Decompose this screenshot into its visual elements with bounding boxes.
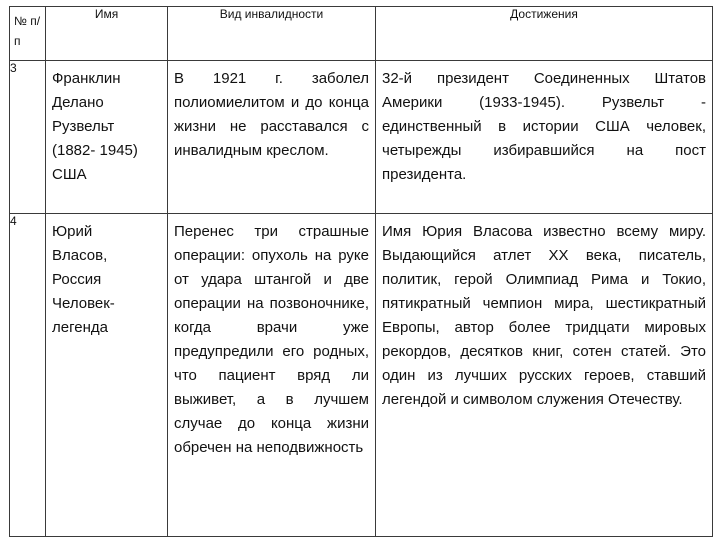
header-number: № п/п bbox=[10, 7, 46, 61]
achievements-cell bbox=[376, 61, 713, 214]
disability-text: Перенес три страшные операции: опухоль на руке от удара штангой и две операции на позвоночнике, когда врачи уже предупредили его родных, что пациент вряд ли выживет, а в лучшем случае до конца жизни обречен на неподвижность bbox=[174, 223, 369, 456]
header-row bbox=[10, 7, 713, 61]
row-number: 4 bbox=[10, 214, 46, 537]
achievements-text: 32-й президент Соединенных Штатов Америки (1933-1945). Рузвельт - единственный в истории США человек, четырежды избиравшийся на пост президента. bbox=[382, 70, 706, 183]
name-cell bbox=[46, 214, 168, 537]
header-disability: Вид инвалидности bbox=[168, 7, 376, 61]
person-name: Франклин Делано Рузвельт (1882- 1945) США bbox=[52, 70, 138, 183]
person-name: Юрий Власов, Россия Человек- легенда bbox=[52, 223, 115, 336]
header-name: Имя bbox=[46, 7, 168, 61]
table-row bbox=[10, 61, 713, 214]
table-row bbox=[10, 214, 713, 537]
disability-cell bbox=[168, 61, 376, 214]
disability-cell bbox=[168, 214, 376, 537]
header-achievements: Достижения bbox=[376, 7, 713, 61]
disability-text: В 1921 г. заболел полиомиелитом и до конца жизни не расставался с инвалидным креслом. bbox=[174, 70, 369, 159]
achievements-text: Имя Юрия Власова известно всему миру. Выдающийся атлет XX века, писатель, политик, герой Олимпиад Рима и Токио, пятикратный чемпион мира, шестикратный Европы, автор более тридцати мировых рекордов, десятков книг, сотен статей. Это один из лучших русских героев, ставший легендой и символом служения Отечеству. bbox=[382, 223, 706, 408]
achievements-cell bbox=[376, 214, 713, 537]
disability-achievements-table bbox=[9, 6, 713, 537]
row-number: 3 bbox=[10, 61, 46, 214]
name-cell bbox=[46, 61, 168, 214]
